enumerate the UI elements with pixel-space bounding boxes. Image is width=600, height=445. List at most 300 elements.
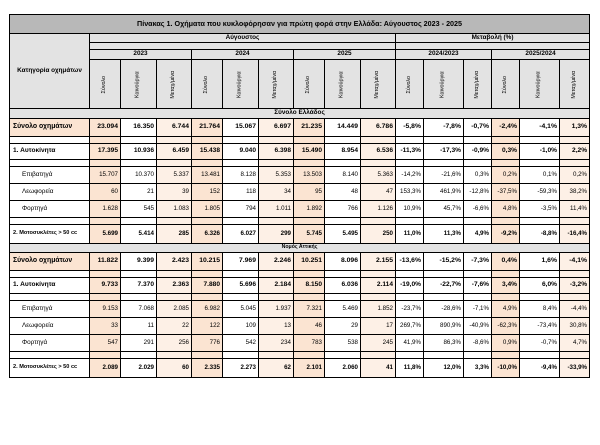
change-cell: -19,0% <box>396 278 424 294</box>
spacer-cell <box>294 352 325 359</box>
table-row <box>10 201 590 218</box>
spacer-cell <box>157 294 192 301</box>
row-label: Σύνολο οχημάτων <box>10 119 90 137</box>
spacer-cell <box>560 218 590 225</box>
change-cell: -4,1% <box>520 119 560 137</box>
spacer-cell <box>223 271 259 278</box>
change-cell: -4,4% <box>560 301 590 318</box>
value-cell: 16.350 <box>121 119 157 137</box>
value-cell: 5.469 <box>325 301 361 318</box>
row-label: 2. Μοτοσυκλέτες > 50 cc <box>10 225 90 244</box>
change-cell: 4,9% <box>464 225 492 244</box>
spacer-cell <box>492 160 520 167</box>
change-cell: 38,2% <box>560 184 590 201</box>
spacer-cell <box>560 352 590 359</box>
spacer-cell <box>223 294 259 301</box>
value-cell: 23.094 <box>90 119 121 137</box>
change-cell: -11,3% <box>396 144 424 160</box>
change-cell: 11,8% <box>396 359 424 378</box>
subcol-header <box>492 60 520 109</box>
change-cell: 8,4% <box>520 301 560 318</box>
value-cell: 1.805 <box>192 201 223 218</box>
value-cell: 2.184 <box>259 278 294 294</box>
spacer-row <box>10 271 590 278</box>
value-cell: 6.459 <box>157 144 192 160</box>
value-cell: 22 <box>157 318 192 335</box>
table-container <box>9 14 589 378</box>
spacer-row <box>10 294 590 301</box>
spacer-cell <box>396 218 424 225</box>
spacer-cell <box>492 294 520 301</box>
value-cell: 62 <box>259 359 294 378</box>
value-cell: 2.335 <box>192 359 223 378</box>
change-cell: 6,0% <box>520 278 560 294</box>
subcol-header <box>121 60 157 109</box>
change-cell: -15,2% <box>424 253 464 271</box>
change-cell: 0,3% <box>464 167 492 184</box>
spacer-cell <box>121 352 157 359</box>
subcol-header-label: Σύνολο <box>405 75 412 94</box>
spacer-cell <box>294 271 325 278</box>
spacer-cell <box>361 137 396 144</box>
spacer-cell <box>396 352 424 359</box>
spacer-cell <box>294 294 325 301</box>
change-cell: -33,9% <box>560 359 590 378</box>
value-cell: 109 <box>223 318 259 335</box>
change-cell: -10,0% <box>492 359 520 378</box>
value-cell: 5.696 <box>223 278 259 294</box>
change-cell: 1,6% <box>520 253 560 271</box>
value-cell: 538 <box>325 335 361 352</box>
change-cell: 153,3% <box>396 184 424 201</box>
subcol-header-label: Καινούργια <box>338 71 345 98</box>
spacer-cell <box>520 294 560 301</box>
value-cell: 250 <box>361 225 396 244</box>
value-cell: 8.140 <box>325 167 361 184</box>
value-cell: 13.481 <box>192 167 223 184</box>
value-cell: 14.449 <box>325 119 361 137</box>
value-cell: 95 <box>294 184 325 201</box>
value-cell: 10.936 <box>121 144 157 160</box>
spacer-cell <box>90 137 121 144</box>
value-cell: 17 <box>361 318 396 335</box>
value-cell: 1.011 <box>259 201 294 218</box>
subcol-header-label: Μεταχ/μένα <box>570 70 577 99</box>
subcol-header-label: Σύνολο <box>101 75 108 94</box>
change-cell: -8,6% <box>464 335 492 352</box>
spacer-cell <box>192 218 223 225</box>
spacer-cell <box>223 218 259 225</box>
change-cell: -5,8% <box>396 119 424 137</box>
change-cell: -62,3% <box>492 318 520 335</box>
spacer-cell <box>424 294 464 301</box>
spacer-cell <box>157 352 192 359</box>
value-cell: 122 <box>192 318 223 335</box>
value-cell: 6.744 <box>157 119 192 137</box>
value-cell: 21 <box>121 184 157 201</box>
value-cell: 6.036 <box>325 278 361 294</box>
spacer-cell <box>424 271 464 278</box>
spacer-cell <box>259 218 294 225</box>
change-cell: 86,3% <box>424 335 464 352</box>
spacer-cell <box>121 294 157 301</box>
change-cell: 3,4% <box>492 278 520 294</box>
subcol-header <box>157 60 192 109</box>
spacer-cell <box>464 160 492 167</box>
spacer-cell <box>361 352 396 359</box>
value-cell: 118 <box>223 184 259 201</box>
change-cell: -12,8% <box>464 184 492 201</box>
subcol-header-label: Σύνολο <box>501 75 508 94</box>
subcol-header <box>520 60 560 109</box>
value-cell: 17.395 <box>90 144 121 160</box>
spacer-cell <box>121 271 157 278</box>
spacer-cell <box>157 137 192 144</box>
change-cell: -21,6% <box>424 167 464 184</box>
value-cell: 2.060 <box>325 359 361 378</box>
change-cell: 2,2% <box>560 144 590 160</box>
value-cell: 1.852 <box>361 301 396 318</box>
spacer-cell <box>560 160 590 167</box>
spacer-cell <box>560 294 590 301</box>
value-cell: 2.114 <box>361 278 396 294</box>
subcol-header-label: Σύνολο <box>203 75 210 94</box>
spacer-cell <box>424 160 464 167</box>
change-cell: 3,3% <box>464 359 492 378</box>
value-cell: 41 <box>361 359 396 378</box>
change-cell: 0,2% <box>492 167 520 184</box>
table-row <box>10 253 590 271</box>
change-cell: 4,7% <box>560 335 590 352</box>
spacer-cell <box>464 294 492 301</box>
spacer-cell <box>90 43 396 50</box>
table-row <box>10 167 590 184</box>
spacer-cell <box>325 137 361 144</box>
value-cell: 33 <box>90 318 121 335</box>
value-cell: 6.536 <box>361 144 396 160</box>
value-cell: 6.982 <box>192 301 223 318</box>
value-cell: 2.273 <box>223 359 259 378</box>
spacer-row <box>10 137 590 144</box>
change-cell: 11,4% <box>560 201 590 218</box>
value-cell: 21.764 <box>192 119 223 137</box>
month-header: Αύγουστος <box>90 34 396 43</box>
value-cell: 299 <box>259 225 294 244</box>
row-label: Επιβατηγά <box>10 167 90 184</box>
spacer-cell <box>520 137 560 144</box>
spacer-cell <box>259 160 294 167</box>
spacer-cell <box>10 160 90 167</box>
spacer-cell <box>10 294 90 301</box>
change-cell: 10,9% <box>396 201 424 218</box>
subcol-header-label: Καινούργια <box>134 71 141 98</box>
value-cell: 2.101 <box>294 359 325 378</box>
spacer-cell <box>361 294 396 301</box>
spacer-cell <box>492 137 520 144</box>
spacer-cell <box>259 271 294 278</box>
section-title: Σύνολο Ελλάδος <box>10 109 590 119</box>
value-cell: 2.085 <box>157 301 192 318</box>
spacer-row <box>10 160 590 167</box>
spacer-cell <box>492 218 520 225</box>
value-cell: 542 <box>223 335 259 352</box>
change-cell: -8,8% <box>520 225 560 244</box>
value-cell: 60 <box>157 359 192 378</box>
value-cell: 7.370 <box>121 278 157 294</box>
section-title: Νομός Αττικής <box>10 244 590 253</box>
spacer-cell <box>192 137 223 144</box>
value-cell: 7.969 <box>223 253 259 271</box>
row-label: Σύνολο οχημάτων <box>10 253 90 271</box>
row-label: Φορτηγά <box>10 201 90 218</box>
value-cell: 8.954 <box>325 144 361 160</box>
spacer-cell <box>424 218 464 225</box>
value-cell: 15.707 <box>90 167 121 184</box>
spacer-cell <box>560 137 590 144</box>
spacer-cell <box>361 218 396 225</box>
section-header-row <box>10 109 590 119</box>
spacer-cell <box>361 271 396 278</box>
change-cell: -7,1% <box>464 301 492 318</box>
change-cell: 41,9% <box>396 335 424 352</box>
change-cell: 4,8% <box>492 201 520 218</box>
row-label: Λεωφορεία <box>10 184 90 201</box>
row-label: Φορτηγά <box>10 335 90 352</box>
value-cell: 60 <box>90 184 121 201</box>
spacer-cell <box>464 218 492 225</box>
value-cell: 10.215 <box>192 253 223 271</box>
spacer-cell <box>121 137 157 144</box>
spacer-cell <box>361 160 396 167</box>
change-cell: -16,4% <box>560 225 590 244</box>
value-cell: 291 <box>121 335 157 352</box>
spacer-cell <box>90 352 121 359</box>
year-header: 2023 <box>90 50 192 60</box>
value-cell: 9.733 <box>90 278 121 294</box>
change-cell: -59,3% <box>520 184 560 201</box>
spacer-cell <box>157 218 192 225</box>
subcol-header <box>259 60 294 109</box>
change-cell: 461,9% <box>424 184 464 201</box>
value-cell: 9.153 <box>90 301 121 318</box>
row-label: Λεωφορεία <box>10 318 90 335</box>
change-cell: -0,9% <box>464 144 492 160</box>
row-label: 1. Αυτοκίνητα <box>10 278 90 294</box>
spacer-cell <box>492 352 520 359</box>
spacer-cell <box>90 294 121 301</box>
change-cell: -17,3% <box>424 144 464 160</box>
value-cell: 5.699 <box>90 225 121 244</box>
change-cell: 0,3% <box>492 144 520 160</box>
spacer-cell <box>396 43 590 50</box>
change-cell: -2,4% <box>492 119 520 137</box>
change-cell: -0,7% <box>464 119 492 137</box>
table-row <box>10 225 590 244</box>
spacer-cell <box>157 271 192 278</box>
value-cell: 1.083 <box>157 201 192 218</box>
value-cell: 7.068 <box>121 301 157 318</box>
change-cell: -7,3% <box>464 253 492 271</box>
value-cell: 256 <box>157 335 192 352</box>
table-row <box>10 278 590 294</box>
value-cell: 1.126 <box>361 201 396 218</box>
value-cell: 11.822 <box>90 253 121 271</box>
spacer-cell <box>520 352 560 359</box>
value-cell: 776 <box>192 335 223 352</box>
spacer-cell <box>259 137 294 144</box>
subcol-header <box>223 60 259 109</box>
value-cell: 2.029 <box>121 359 157 378</box>
value-cell: 15.067 <box>223 119 259 137</box>
value-cell: 1.892 <box>294 201 325 218</box>
change-header: Μεταβολή (%) <box>396 34 590 43</box>
value-cell: 46 <box>294 318 325 335</box>
period-header: 2024/2023 <box>396 50 492 60</box>
value-cell: 6.398 <box>259 144 294 160</box>
spacer-cell <box>10 271 90 278</box>
subcol-header <box>464 60 492 109</box>
table-row <box>10 144 590 160</box>
change-cell: 30,8% <box>560 318 590 335</box>
spacer-cell <box>223 352 259 359</box>
change-cell: 11,0% <box>396 225 424 244</box>
change-cell: 1,3% <box>560 119 590 137</box>
subcol-header <box>424 60 464 109</box>
spacer-cell <box>90 218 121 225</box>
spacer-cell <box>424 137 464 144</box>
change-cell: 890,9% <box>424 318 464 335</box>
change-cell: 0,1% <box>520 167 560 184</box>
value-cell: 766 <box>325 201 361 218</box>
change-cell: -6,6% <box>464 201 492 218</box>
change-cell: -37,5% <box>492 184 520 201</box>
period-header: 2025/2024 <box>492 50 590 60</box>
change-cell: 45,7% <box>424 201 464 218</box>
spacer-row <box>10 352 590 359</box>
spacer-cell <box>424 352 464 359</box>
value-cell: 1.937 <box>259 301 294 318</box>
subcol-header-label: Μεταχ/μένα <box>374 70 381 99</box>
change-cell: -3,5% <box>520 201 560 218</box>
spacer-cell <box>192 271 223 278</box>
spacer-cell <box>223 137 259 144</box>
change-cell: 0,2% <box>560 167 590 184</box>
value-cell: 7.321 <box>294 301 325 318</box>
spacer-cell <box>520 218 560 225</box>
spacer-cell <box>325 294 361 301</box>
value-cell: 545 <box>121 201 157 218</box>
value-cell: 21.235 <box>294 119 325 137</box>
spacer-cell <box>10 137 90 144</box>
spacer-cell <box>90 160 121 167</box>
subcol-header <box>560 60 590 109</box>
subcol-header-label: Σύνολο <box>305 75 312 94</box>
value-cell: 152 <box>192 184 223 201</box>
subcol-header-label: Μεταχ/μένα <box>272 70 279 99</box>
spacer-cell <box>520 160 560 167</box>
change-cell: 269,7% <box>396 318 424 335</box>
change-cell: -22,7% <box>424 278 464 294</box>
spacer-cell <box>520 271 560 278</box>
change-cell: -14,2% <box>396 167 424 184</box>
spacer-cell <box>90 271 121 278</box>
table-row <box>10 184 590 201</box>
spacer-cell <box>464 271 492 278</box>
value-cell: 8.150 <box>294 278 325 294</box>
spacer-cell <box>325 160 361 167</box>
subcol-header <box>90 60 121 109</box>
table-row <box>10 359 590 378</box>
value-cell: 783 <box>294 335 325 352</box>
value-cell: 5.363 <box>361 167 396 184</box>
value-cell: 11 <box>121 318 157 335</box>
table-title: Πίνακας 1. Οχήματα που κυκλοφόρησαν για πρώτη φορά στην Ελλάδα: Αύγουστος 2023 - 2025 <box>10 15 590 34</box>
subcol-header <box>192 60 223 109</box>
spacer-cell <box>396 160 424 167</box>
subcol-header-label: Μεταχ/μένα <box>170 70 177 99</box>
spacer-cell <box>192 160 223 167</box>
value-cell: 6.027 <box>223 225 259 244</box>
value-cell: 10.370 <box>121 167 157 184</box>
spacer-cell <box>464 137 492 144</box>
value-cell: 6.326 <box>192 225 223 244</box>
row-label: 1. Αυτοκίνητα <box>10 144 90 160</box>
change-cell: -0,7% <box>520 335 560 352</box>
spacer-cell <box>492 271 520 278</box>
spacer-cell <box>325 271 361 278</box>
change-cell: 0,4% <box>492 253 520 271</box>
value-cell: 2.363 <box>157 278 192 294</box>
year-header: 2025 <box>294 50 396 60</box>
value-cell: 29 <box>325 318 361 335</box>
spacer-cell <box>396 137 424 144</box>
value-cell: 15.490 <box>294 144 325 160</box>
value-cell: 794 <box>223 201 259 218</box>
change-cell: -40,9% <box>464 318 492 335</box>
value-cell: 1.628 <box>90 201 121 218</box>
change-cell: -7,6% <box>464 278 492 294</box>
table-row <box>10 301 590 318</box>
change-cell: 0,9% <box>492 335 520 352</box>
spacer-cell <box>259 352 294 359</box>
change-cell: -3,2% <box>560 278 590 294</box>
spacer-cell <box>560 271 590 278</box>
change-cell: 12,0% <box>424 359 464 378</box>
subcol-header-label: Καινούργια <box>236 71 243 98</box>
value-cell: 48 <box>325 184 361 201</box>
value-cell: 8.096 <box>325 253 361 271</box>
value-cell: 5.495 <box>325 225 361 244</box>
spacer-cell <box>121 218 157 225</box>
value-cell: 15.438 <box>192 144 223 160</box>
value-cell: 9.399 <box>121 253 157 271</box>
value-cell: 2.246 <box>259 253 294 271</box>
spacer-cell <box>157 160 192 167</box>
value-cell: 5.353 <box>259 167 294 184</box>
change-cell: -1,0% <box>520 144 560 160</box>
spacer-cell <box>223 160 259 167</box>
subcol-header-label: Καινούργια <box>439 71 446 98</box>
table-row <box>10 335 590 352</box>
row-label: Επιβατηγά <box>10 301 90 318</box>
value-cell: 13 <box>259 318 294 335</box>
change-cell: -4,1% <box>560 253 590 271</box>
value-cell: 7.880 <box>192 278 223 294</box>
value-cell: 5.045 <box>223 301 259 318</box>
vehicles-table <box>9 14 590 378</box>
value-cell: 34 <box>259 184 294 201</box>
category-header: Κατηγορία οχημάτων <box>10 34 90 109</box>
